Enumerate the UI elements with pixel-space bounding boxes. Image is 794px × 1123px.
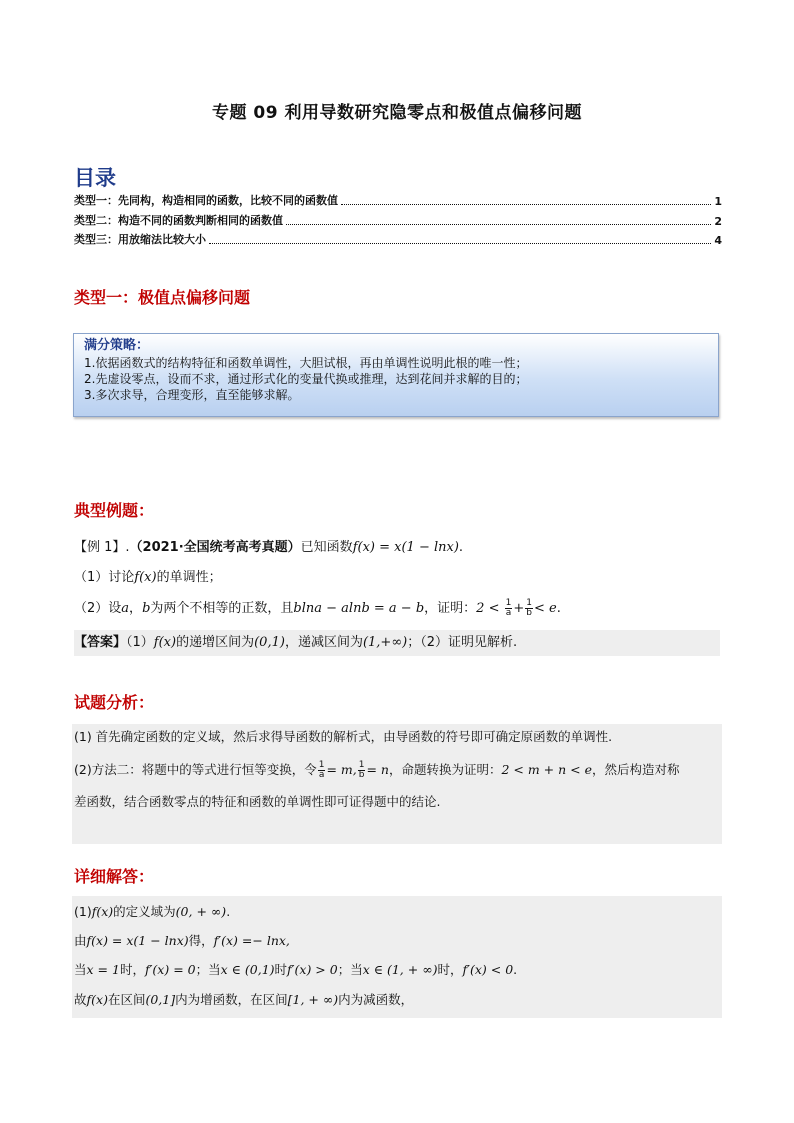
formula: f′(x) = 0 — [144, 962, 196, 977]
formula: f′(x) < 0 — [462, 962, 514, 977]
question-text: ，证明： — [424, 601, 477, 616]
answer-text: ；（2）证明见解析. — [407, 635, 518, 650]
formula: f(x) — [86, 992, 108, 1007]
answer-text: 的递增区间为 — [176, 635, 255, 650]
solution-text: (1) — [74, 904, 92, 919]
solution-text: 内为减函数， — [338, 992, 414, 1007]
solution-line — [74, 902, 230, 920]
question-2: （2）设a，b为两个不相等的正数，且blna − alnb = a − b，证明：2 < $\frac{1}{a}$ + $\frac{1}{b}$ < e. — [74, 598, 561, 618]
formula: (0,1] — [145, 992, 176, 1007]
fraction-denominator: b — [526, 608, 532, 618]
strategy-box — [73, 333, 719, 417]
formula: b — [142, 601, 151, 616]
formula: (0, + ∞) — [175, 904, 227, 919]
solution-text: 时 — [274, 962, 288, 977]
formula: < e — [533, 601, 557, 616]
toc-item[interactable] — [74, 212, 722, 228]
analysis-paragraph: 差函数，结合函数零点的特征和函数的单调性即可证得题中的结论. — [74, 794, 441, 809]
analysis-paragraph: (1) 首先确定函数的定义域，然后求得导函数的解析式，由导函数的符号即可确定原函数的单调性. — [74, 729, 613, 744]
analysis-heading: 试题分析： — [74, 693, 155, 712]
formula: blna − alnb = a − b — [293, 601, 425, 616]
fraction-numerator: 1 — [505, 598, 512, 608]
toc-heading: 目录 — [74, 166, 116, 190]
formula: (1,+∞) — [362, 635, 408, 650]
toc-leader-dots — [286, 224, 711, 225]
solution-heading: 详细解答： — [74, 867, 155, 886]
solution-text: ；当 — [195, 962, 221, 977]
toc-item[interactable] — [74, 192, 722, 208]
question-1 — [74, 566, 222, 585]
formula: 2 < — [476, 601, 500, 616]
fraction-numerator: 1 — [526, 598, 532, 608]
solution-text: . — [226, 904, 231, 919]
formula: x ∈ (1, + ∞) — [362, 962, 438, 977]
example-intro: 【例 1】.（2021·全国统考高考真题）已知函数f(x) = x(1 − lnx). — [74, 540, 464, 555]
example-text: 已知函数 — [300, 540, 353, 555]
example-source: （2021·全国统考高考真题） — [129, 540, 301, 555]
solution-line — [74, 960, 517, 978]
solution-text: 由 — [74, 933, 87, 948]
example-number: 【例 1】. — [74, 540, 130, 555]
fraction-numerator: 1 — [358, 760, 365, 770]
formula: f′(x) =− lnx, — [213, 933, 290, 948]
solution-text: 的定义域为 — [113, 904, 176, 919]
question-text: ， — [129, 601, 143, 616]
question-text: （1）讨论 — [74, 570, 135, 585]
answer-label: 【答案】 — [74, 635, 127, 650]
solution-text: . — [513, 962, 518, 977]
solution-line — [74, 931, 290, 949]
formula: + — [513, 601, 525, 616]
answer-text: （1） — [126, 635, 154, 650]
toc-item-label: 类型一：先同构，构造相同的函数，比较不同的函数值 — [74, 194, 338, 207]
question-text: （2）设 — [74, 601, 122, 616]
fraction-denominator: b — [358, 770, 365, 780]
formula: [1, + ∞) — [287, 992, 339, 1007]
formula: (0,1) — [254, 635, 285, 650]
solution-text: 在区间 — [107, 992, 146, 1007]
strategy-line: 2.先虚设零点，设而不求，通过形式化的变量代换或推理，达到花间并求解的目的； — [84, 372, 528, 386]
formula: f′(x) > 0 — [287, 962, 338, 977]
question-text: 的单调性； — [156, 570, 222, 585]
analysis-paragraph — [74, 760, 680, 780]
toc-item[interactable] — [74, 231, 722, 247]
fraction — [318, 761, 326, 780]
page-title: 专题 09 利用导数研究隐零点和极值点偏移问题 — [212, 103, 582, 123]
fraction — [505, 599, 513, 618]
toc-item-label: 类型二：构造不同的函数判断相同的函数值 — [74, 214, 283, 227]
formula: x ∈ (0,1) — [220, 962, 275, 977]
question-text: 为两个不相等的正数，且 — [150, 601, 294, 616]
solution-text: 故 — [74, 992, 87, 1007]
fraction — [358, 761, 366, 780]
strategy-line: 3.多次求导，合理变形，直至能够求解。 — [84, 388, 300, 402]
toc-item-page: 4 — [714, 234, 722, 247]
analysis-text: ，命题转换为证明： — [388, 762, 502, 777]
toc-leader-dots — [341, 204, 711, 205]
solution-text: 得， — [188, 933, 214, 948]
solution-text: 内为增函数，在区间 — [175, 992, 288, 1007]
section-heading-type1: 类型一：极值点偏移问题 — [74, 288, 251, 307]
toc-item-page: 2 — [714, 215, 722, 228]
solution-text: 时， — [119, 962, 145, 977]
examples-heading: 典型例题： — [74, 501, 155, 520]
solution-text: ；当 — [337, 962, 363, 977]
formula: f(x) — [91, 904, 114, 919]
fraction-denominator: a — [318, 770, 325, 780]
answer-line — [74, 630, 720, 656]
formula: = n — [366, 762, 389, 777]
analysis-text: ，然后构造对称 — [592, 762, 680, 777]
analysis-text: (2)方法二：将题中的等式进行恒等变换，令 — [74, 762, 317, 777]
strategy-heading: 满分策略： — [84, 338, 150, 353]
toc-leader-dots — [209, 243, 711, 244]
fraction-denominator: a — [505, 608, 512, 618]
formula: f(x) — [153, 635, 177, 650]
solution-text: 当 — [74, 962, 87, 977]
fraction-numerator: 1 — [318, 760, 325, 770]
formula: 2 < m + n < e — [501, 762, 592, 777]
answer-text: ，递减区间为 — [284, 635, 363, 650]
toc-item-label: 类型三：用放缩法比较大小 — [74, 233, 206, 246]
solution-line — [74, 990, 413, 1008]
toc-item-page: 1 — [714, 195, 722, 208]
solution-text: 时， — [437, 962, 463, 977]
formula: x = 1 — [86, 962, 120, 977]
formula: a — [121, 601, 130, 616]
formula: f(x) = x(1 − lnx) — [352, 540, 459, 555]
formula: f(x) — [134, 570, 157, 585]
strategy-line: 1.依据函数式的结构特征和函数单调性，大胆试根，再由单调性说明此根的唯一性； — [84, 356, 528, 370]
formula: = m, — [326, 762, 357, 777]
formula: f(x) = x(1 − lnx) — [86, 933, 189, 948]
fraction — [525, 599, 533, 618]
